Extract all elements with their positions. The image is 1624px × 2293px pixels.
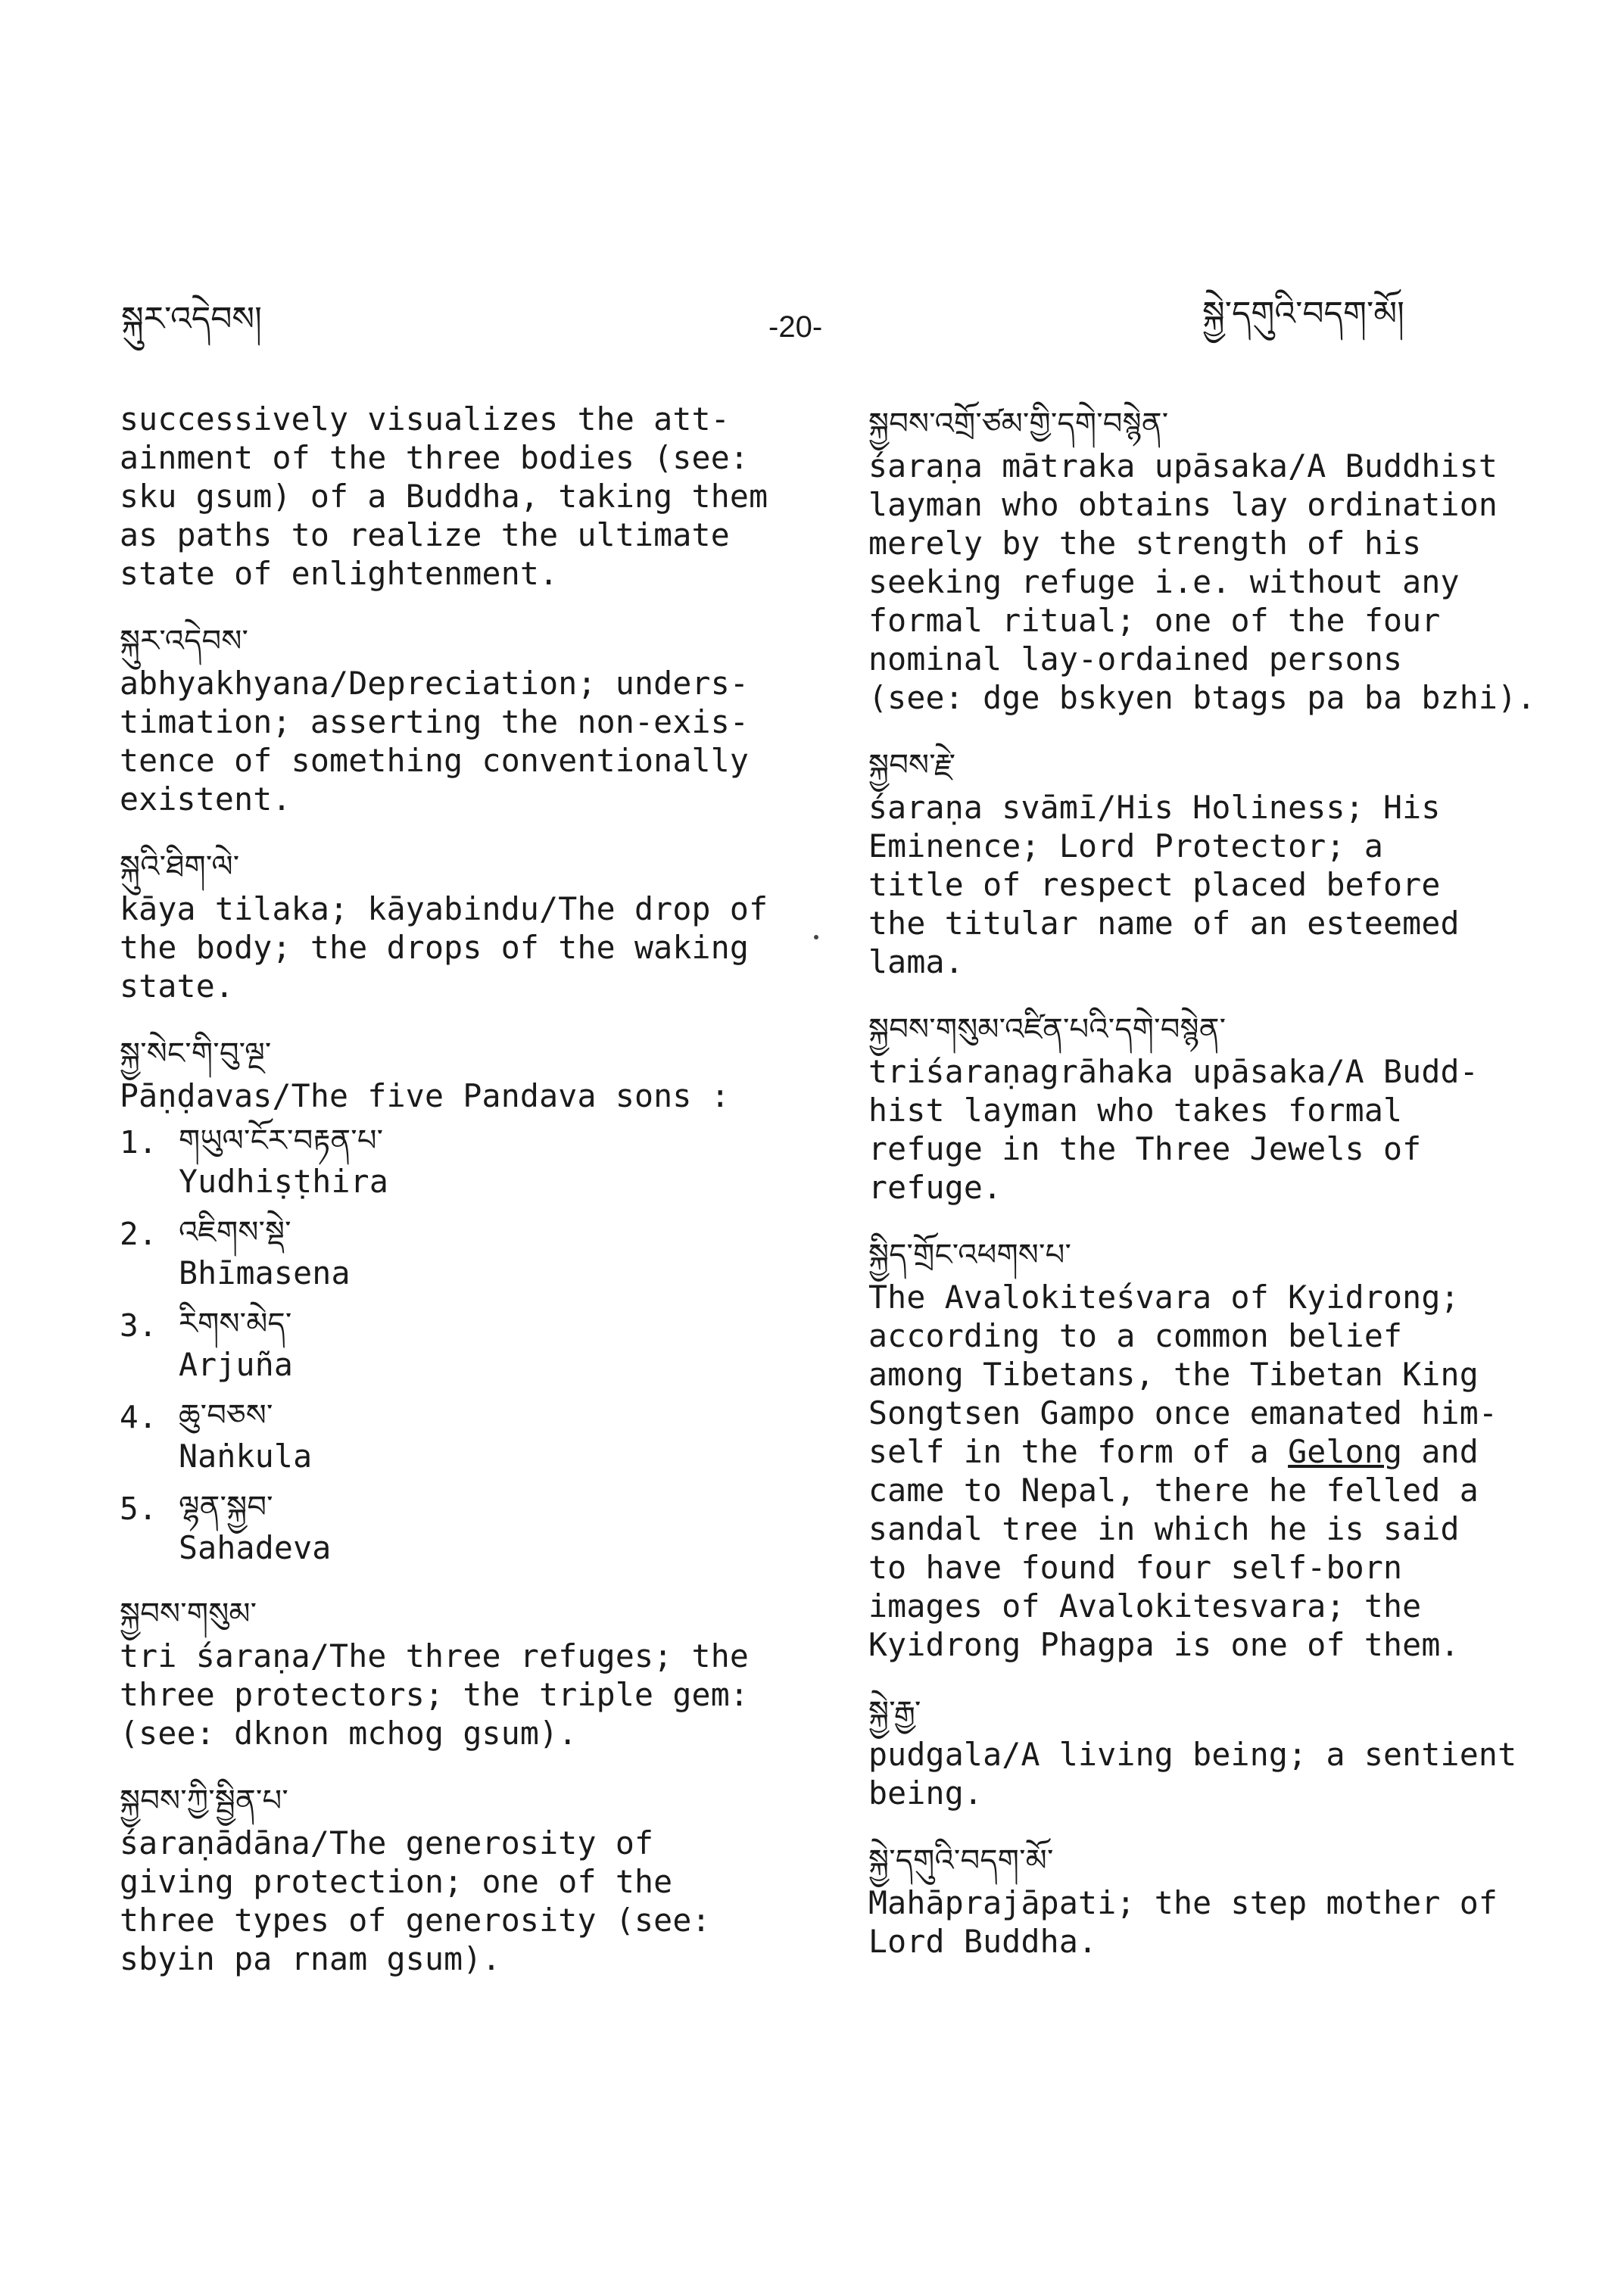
list-item bbox=[120, 1120, 831, 1201]
entry-term: སྐྱེ་རྒྱ་ bbox=[868, 1695, 921, 1730]
list-tibetan: འཇིགས་སྡེ་ bbox=[179, 1215, 291, 1250]
entry-definition: pudgala/A living being; a sentient being. bbox=[868, 1736, 1517, 1812]
list-name: Yudhiṣṭhira bbox=[179, 1163, 389, 1200]
list-number: 3. bbox=[120, 1307, 157, 1344]
list-number: 4. bbox=[120, 1399, 157, 1435]
list-name: Bhīmasena bbox=[179, 1254, 351, 1291]
entry-term: སྐྱ་སེང་གི་བུ་ལྔ་ bbox=[120, 1036, 272, 1071]
page-number: -20- bbox=[768, 310, 823, 344]
entry-term: སྐྱབས་གསུམ་ bbox=[120, 1597, 257, 1631]
entry-mahaprajapati bbox=[868, 1840, 1595, 1961]
entry-definition: successively visualizes the att- ainment of the three bodies (see: sku gsum) of a Buddha, taking them as paths to realize the ultimate state of enlightenment. bbox=[120, 400, 768, 592]
entry-three-refuges bbox=[120, 1593, 831, 1752]
entry-definition: kāya tilaka; kāyabindu/The drop of the body; the drops of the waking state. bbox=[120, 890, 768, 1005]
entry-definition: śaraṇa svāmī/His Holiness; His Eminence; Lord Protector; a title of respect placed before the titular name of an esteemed lama. bbox=[868, 789, 1460, 980]
entry-definition: Pāṇḍavas/The five Pandava sons : bbox=[120, 1077, 730, 1114]
entry-term: སྐྱབས་ཀྱི་སྦྱིན་པ་ bbox=[120, 1784, 288, 1818]
entry-depreciation bbox=[120, 620, 831, 818]
list-number: 1. bbox=[120, 1124, 157, 1161]
underlined-term: Gelong bbox=[1288, 1433, 1403, 1470]
entry-pudgala bbox=[868, 1691, 1595, 1812]
entry-definition: tri śaraṇa/The three refuges; the three protectors; the triple gem: (see: dknon mchog gsum). bbox=[120, 1637, 750, 1752]
entry-pandavas bbox=[120, 1033, 831, 1115]
entry-generosity-of-protection bbox=[120, 1780, 831, 1978]
scan-speck bbox=[814, 935, 818, 939]
entry-definition: śaraṇādāna/The generosity of giving protection; one of the three types of generosity (see: sbyin pa rnam gsum). bbox=[120, 1824, 711, 1977]
entry-term: སྐྱབས་འགྲོ་ཙམ་གྱི་དགེ་བསྙེན་ bbox=[868, 407, 1169, 441]
list-item bbox=[120, 1394, 831, 1475]
entry-term: སྐྱེ་དགུའི་བདག་མོ་ bbox=[868, 1843, 1054, 1878]
list-tibetan: གཡུལ་ངོར་བརྟན་པ་ bbox=[179, 1123, 384, 1158]
list-tibetan: རིགས་མེད་ bbox=[179, 1307, 292, 1341]
list-name: Naṅkula bbox=[179, 1438, 313, 1475]
entry-definition: triśaraṇagrāhaka upāsaka/A Budd- hist layman who takes formal refuge in the Three Jewels of refuge. bbox=[868, 1053, 1479, 1206]
right-column bbox=[868, 403, 1595, 1988]
list-item bbox=[120, 1303, 831, 1384]
entry-term: སྐྱབས་གསུམ་འཛིན་པའི་དགེ་བསྙེན་ bbox=[868, 1012, 1227, 1047]
entry-drop-of-body bbox=[120, 846, 831, 1005]
list-tibetan: ལྷན་སྐྱབ་ bbox=[179, 1490, 273, 1525]
pandava-list bbox=[120, 1120, 831, 1567]
list-tibetan: ཆུ་བཅས་ bbox=[179, 1398, 273, 1433]
list-number: 5. bbox=[120, 1491, 157, 1527]
entry-definition: Mahāprajāpati; the step mother of Lord Buddha. bbox=[868, 1884, 1498, 1960]
entry-term: སྐྱིད་གྲོང་འཕགས་པ་ bbox=[868, 1238, 1072, 1273]
running-header-right: སྐྱེ་དགུའི་བདག་མོ། bbox=[1202, 294, 1404, 333]
entry-term: སྐྱབས་རྗེ་ bbox=[868, 748, 956, 783]
entry-sarana-matraka bbox=[868, 403, 1595, 717]
entry-definition: śaraṇa mātraka upāsaka/A Buddhist layman who obtains lay ordination merely by the strength of his seeking refuge i.e. without any formal ritual; one of the four nominal lay-ordained persons (see: dge bskyen btags pa ba bzhi). bbox=[868, 447, 1536, 716]
list-item bbox=[120, 1486, 831, 1567]
entry-definition: abhyakhyana/Depreciation; unders- timation; asserting the non-exis- tence of something conventionally existent. bbox=[120, 665, 750, 818]
entry-term: སྐུར་འདེབས་ bbox=[120, 624, 249, 659]
list-number: 2. bbox=[120, 1216, 157, 1252]
list-item bbox=[120, 1211, 831, 1292]
entry-kyidrong-phagpa bbox=[868, 1234, 1595, 1664]
entry-sarana-svami bbox=[868, 744, 1595, 981]
list-name: Sahadeva bbox=[179, 1529, 332, 1566]
definition-part: The Avalokiteśvara of Kyidrong; according to a common belief among Tibetans, the Tibetan King Songtsen Gampo once emanated him- self in the form of a bbox=[868, 1279, 1498, 1470]
entry-trisaranagrahaka bbox=[868, 1008, 1595, 1207]
running-header-left: སྐུར་འདེབས། bbox=[121, 300, 262, 338]
continued-entry bbox=[120, 400, 831, 593]
entry-definition bbox=[868, 1278, 1595, 1664]
entry-term: སྐུའི་ཐིག་ལེ་ bbox=[120, 849, 240, 884]
left-column bbox=[120, 400, 831, 2005]
list-name: Arjuña bbox=[179, 1346, 294, 1383]
definition-part: and came to Nepal, there he felled a sandal tree in which he is said to have found four self-born images of Avalokitesvara; the Kyidrong Phagpa is one of them. bbox=[868, 1433, 1479, 1663]
